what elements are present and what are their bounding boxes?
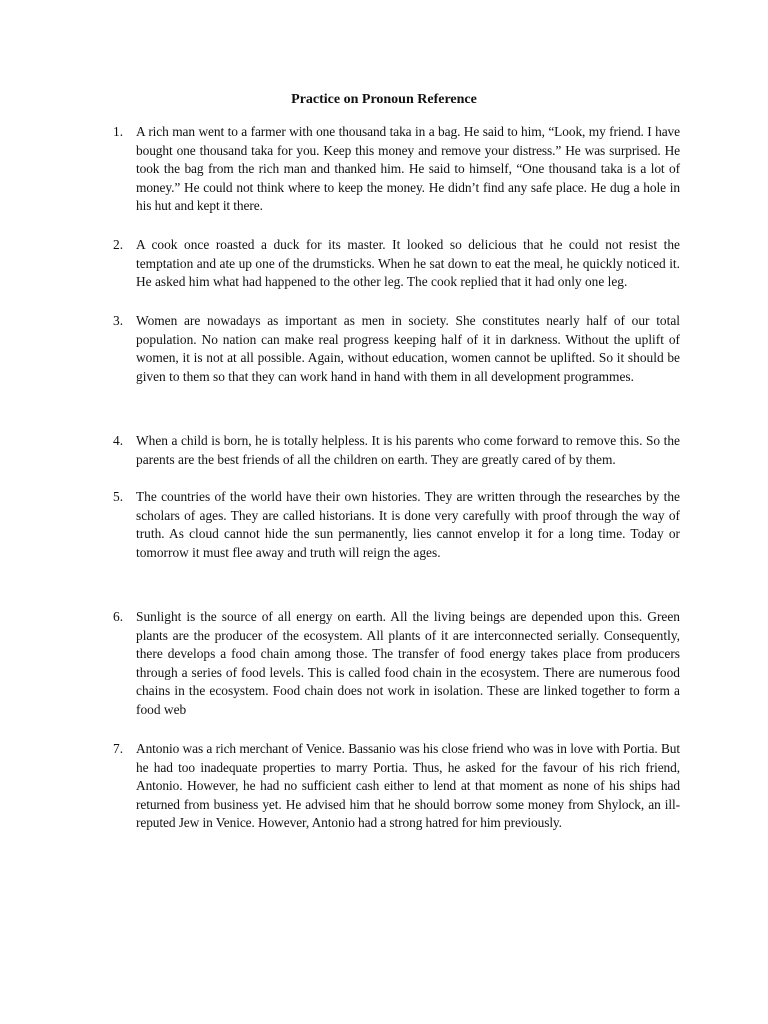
page-title: Practice on Pronoun Reference: [291, 92, 477, 107]
exercise-item-6: [113, 608, 680, 720]
exercise-item-2: [113, 236, 680, 292]
item-text: The countries of the world have their own histories. They are written through the researches by the scholars of ages. They are called historians. It is done very carefully with proof through the way of truth. As cloud cannot hide the sun permanently, lies cannot envelop it for a long time. Today or tomorrow it must flee away and truth will reign the ages.: [136, 489, 680, 560]
exercise-item-4: [113, 432, 680, 469]
exercise-item-7: [113, 740, 680, 833]
item-text: Women are nowadays as important as men in society. She constitutes nearly half of our total population. No nation can make real progress keeping half of it in darkness. Without the uplift of women, it is not at all possible. Again, without education, women cannot be uplifted. So it should be given to them so that they can work hand in hand with them in all development programmes.: [136, 313, 680, 384]
exercise-item-1: [113, 123, 680, 216]
item-text: A cook once roasted a duck for its master. It looked so delicious that he could not resist the temptation and ate up one of the drumsticks. When he sat down to eat the meal, he quickly noticed it. He asked him what had happened to the other leg. The cook replied that it had only one leg.: [136, 237, 680, 290]
item-text: Antonio was a rich merchant of Venice. Bassanio was his close friend who was in love with Portia. But he had too inadequate properties to marry Portia. Thus, he asked for the favour of his rich friend, Antonio. However, he had no sufficient cash either to lend at that moment as none of his ships had returned from business yet. He advised him that he should borrow some money from Shylock, an ill-reputed Jew in Venice. However, Antonio had a strong hatred for him previously.: [136, 741, 680, 831]
item-text: When a child is born, he is totally helpless. It is his parents who come forward to remove this. So the parents are the best friends of all the children on earth. They are greatly cared of by them.: [136, 433, 680, 467]
item-text: Sunlight is the source of all energy on earth. All the living beings are depended upon this. Green plants are the producer of the ecosystem. All plants of it are interconnected serially. Consequently, there develops a food chain among those. The transfer of food energy takes place from producers through a series of food levels. This is called food chain in the ecosystem. There are numerous food chains in the ecosystem. Food chain does not work in isolation. These are linked together to form a food web: [136, 609, 680, 717]
item-number: 7.: [113, 741, 124, 756]
exercise-item-3: [113, 312, 680, 386]
exercise-item-5: [113, 488, 680, 562]
item-number: 1.: [113, 124, 124, 139]
item-number: 3.: [113, 313, 124, 328]
item-number: 6.: [113, 609, 124, 624]
item-number: 2.: [113, 237, 124, 252]
item-number: 5.: [113, 489, 124, 504]
item-text: A rich man went to a farmer with one thousand taka in a bag. He said to him, “Look, my friend. I have bought one thousand taka for you. Keep this money and remove your distress.” He was surprised. He took the bag from the rich man and thanked him. He said to himself, “One thousand taka is a lot of money.” He could not think where to keep the money. He didn’t find any safe place. He dug a hole in his hut and kept it there.: [136, 124, 680, 214]
item-number: 4.: [113, 433, 124, 448]
